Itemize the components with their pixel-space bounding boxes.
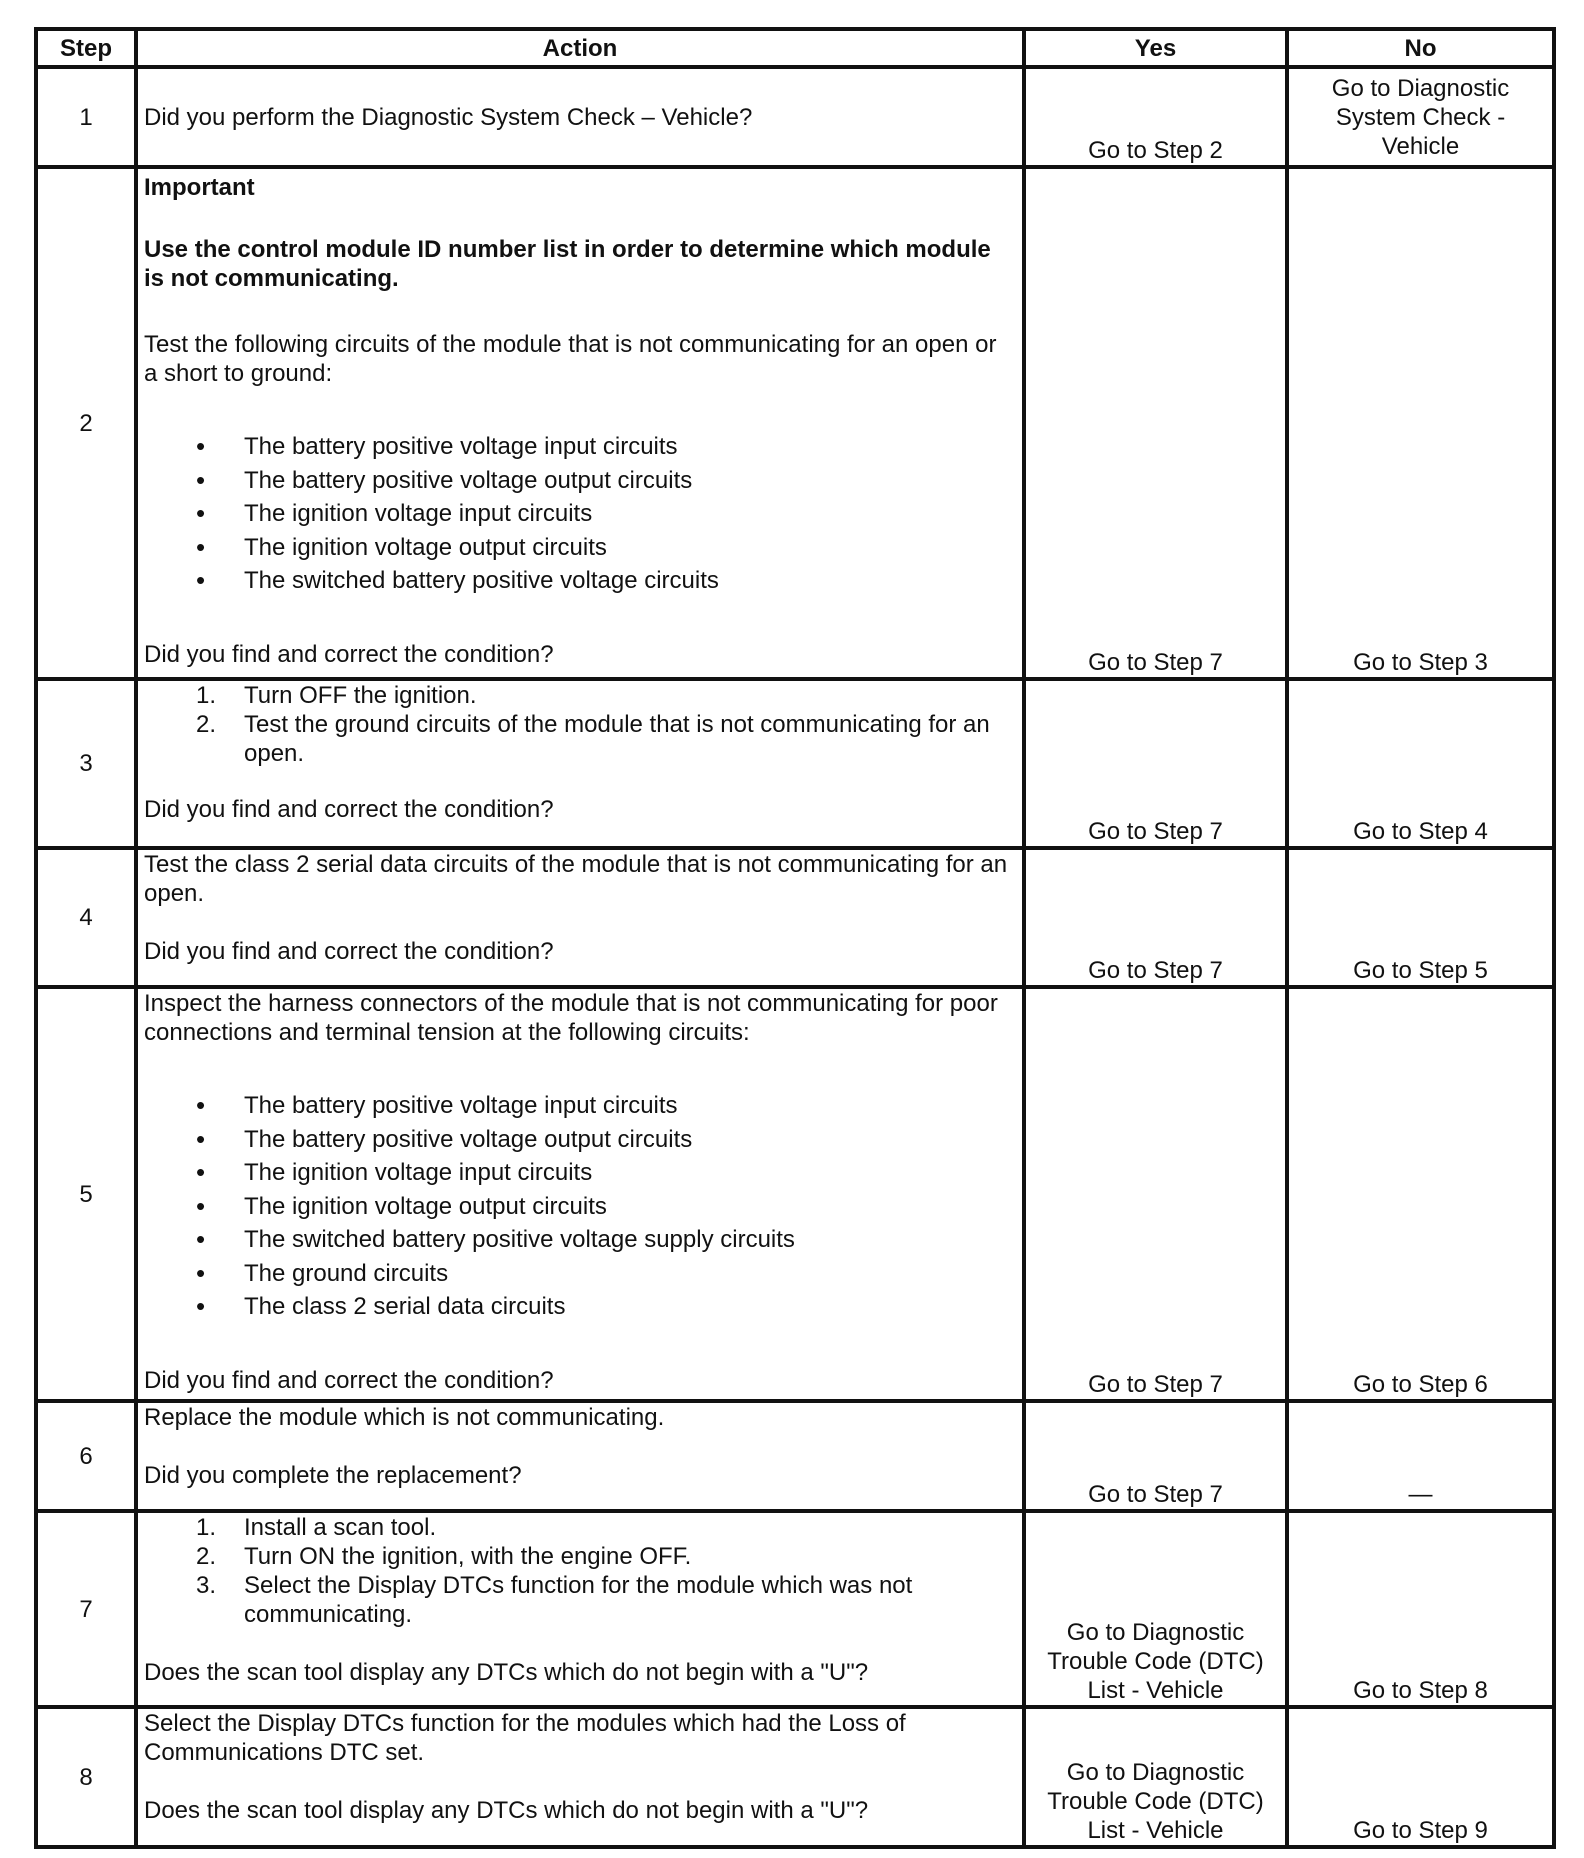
table-row — [36, 1401, 1554, 1511]
no-result: Go to Step 9 — [1287, 1707, 1554, 1847]
list-item — [196, 1542, 1016, 1571]
table-row — [36, 167, 1554, 679]
step-number: 5 — [36, 987, 136, 1401]
action-intro: Test the following circuits of the module that is not communicating for an open or a short to ground: — [144, 331, 997, 387]
yes-result: Go to Diagnostic Trouble Code (DTC) List - Vehicle — [1024, 1511, 1287, 1707]
list-number: 2. — [196, 711, 217, 738]
table-row — [36, 679, 1554, 848]
action-intro: Test the class 2 serial data circuits of the module that is not communicating for an open. — [144, 851, 1008, 907]
action-intro: Select the Display DTCs function for the modules which had the Loss of Communications DTC set. — [144, 1710, 906, 1766]
list-text: Turn OFF the ignition. — [244, 682, 477, 709]
action-intro: Replace the module which is not communicating. — [144, 1404, 665, 1431]
step-number: 3 — [36, 679, 136, 848]
action-cell — [136, 1401, 1024, 1511]
action-question: Did you find and correct the condition? — [144, 938, 554, 965]
no-result: Go to Diagnostic System Check - Vehicle — [1287, 67, 1554, 167]
action-cell — [136, 1707, 1024, 1847]
action-cell — [136, 1511, 1024, 1707]
no-result: Go to Step 5 — [1287, 848, 1554, 987]
list-item: • The battery positive voltage output circuits — [196, 464, 1016, 498]
list-number: 1. — [196, 682, 217, 709]
diagnostic-table — [34, 27, 1556, 1849]
table-row — [36, 848, 1554, 987]
list-item: • The ignition voltage input circuits — [196, 1156, 1016, 1190]
list-number: 2. — [196, 1543, 217, 1570]
action-cell — [136, 167, 1024, 679]
action-question: Did you find and correct the condition? — [144, 1366, 554, 1394]
list-item — [196, 1571, 1016, 1629]
action-cell — [136, 67, 1024, 167]
action-question: Does the scan tool display any DTCs which do not begin with a "U"? — [144, 1659, 869, 1686]
action-cell — [136, 848, 1024, 987]
action-cell — [136, 987, 1024, 1401]
list-item — [196, 710, 1016, 768]
procedure-list — [144, 681, 1016, 768]
step-number: 7 — [36, 1511, 136, 1707]
action-cell — [136, 679, 1024, 848]
header-action: Action — [136, 29, 1024, 67]
list-item: • The ignition voltage output circuits — [196, 1190, 1016, 1224]
action-question: Did you find and correct the condition? — [144, 796, 554, 823]
list-item: • The class 2 serial data circuits — [196, 1290, 1016, 1324]
step-number: 4 — [36, 848, 136, 987]
yes-result: Go to Step 7 — [1024, 679, 1287, 848]
header-yes: Yes — [1024, 29, 1287, 67]
yes-result: Go to Step 7 — [1024, 848, 1287, 987]
list-number: 3. — [196, 1572, 217, 1599]
step-number: 8 — [36, 1707, 136, 1847]
header-no: No — [1287, 29, 1554, 67]
list-item — [196, 1513, 1016, 1542]
procedure-list — [144, 1513, 1016, 1629]
no-result: Go to Step 6 — [1287, 987, 1554, 1401]
table-row — [36, 1511, 1554, 1707]
table-row — [36, 67, 1554, 167]
action-question: Did you find and correct the condition? — [144, 640, 554, 668]
no-result: Go to Step 3 — [1287, 167, 1554, 679]
yes-result: Go to Step 7 — [1024, 1401, 1287, 1511]
list-item: • The battery positive voltage input circuits — [196, 1089, 1016, 1123]
list-item: • The ignition voltage input circuits — [196, 497, 1016, 531]
list-item: • The ignition voltage output circuits — [196, 531, 1016, 565]
circuit-list — [144, 430, 1016, 598]
table-row — [36, 1707, 1554, 1847]
step-number: 6 — [36, 1401, 136, 1511]
list-item: • The ground circuits — [196, 1257, 1016, 1291]
action-intro: Inspect the harness connectors of the module that is not communicating for poor connections and terminal tension at the following circuits: — [144, 990, 998, 1046]
circuit-list — [144, 1089, 1016, 1324]
no-result: Go to Step 4 — [1287, 679, 1554, 848]
list-item: • The battery positive voltage output circuits — [196, 1123, 1016, 1157]
action-question: Does the scan tool display any DTCs which do not begin with a "U"? — [144, 1797, 869, 1824]
list-item: • The switched battery positive voltage circuits — [196, 564, 1016, 598]
table-row — [36, 987, 1554, 1401]
step-number: 2 — [36, 167, 136, 679]
important-text: Use the control module ID number list in order to determine which module is not communicating. — [144, 236, 991, 292]
list-text: Turn ON the ignition, with the engine OFF. — [244, 1543, 692, 1570]
important-title: Important — [144, 174, 255, 201]
action-question: Did you complete the replacement? — [144, 1462, 522, 1489]
no-result: Go to Step 8 — [1287, 1511, 1554, 1707]
list-item: • The switched battery positive voltage supply circuits — [196, 1223, 1016, 1257]
yes-result: Go to Step 2 — [1024, 67, 1287, 167]
list-item — [196, 681, 1016, 710]
list-text: Install a scan tool. — [244, 1514, 437, 1541]
list-text: Select the Display DTCs function for the module which was not communicating. — [244, 1572, 913, 1628]
list-text: Test the ground circuits of the module that is not communicating for an open. — [244, 711, 990, 767]
yes-result: Go to Diagnostic Trouble Code (DTC) List - Vehicle — [1024, 1707, 1287, 1847]
step-number: 1 — [36, 67, 136, 167]
list-number: 1. — [196, 1514, 217, 1541]
header-step: Step — [36, 29, 136, 67]
header-row — [36, 29, 1554, 67]
no-result: — — [1287, 1401, 1554, 1511]
yes-result: Go to Step 7 — [1024, 987, 1287, 1401]
list-item: • The battery positive voltage input circuits — [196, 430, 1016, 464]
yes-result: Go to Step 7 — [1024, 167, 1287, 679]
action-question: Did you perform the Diagnostic System Check – Vehicle? — [144, 103, 753, 131]
